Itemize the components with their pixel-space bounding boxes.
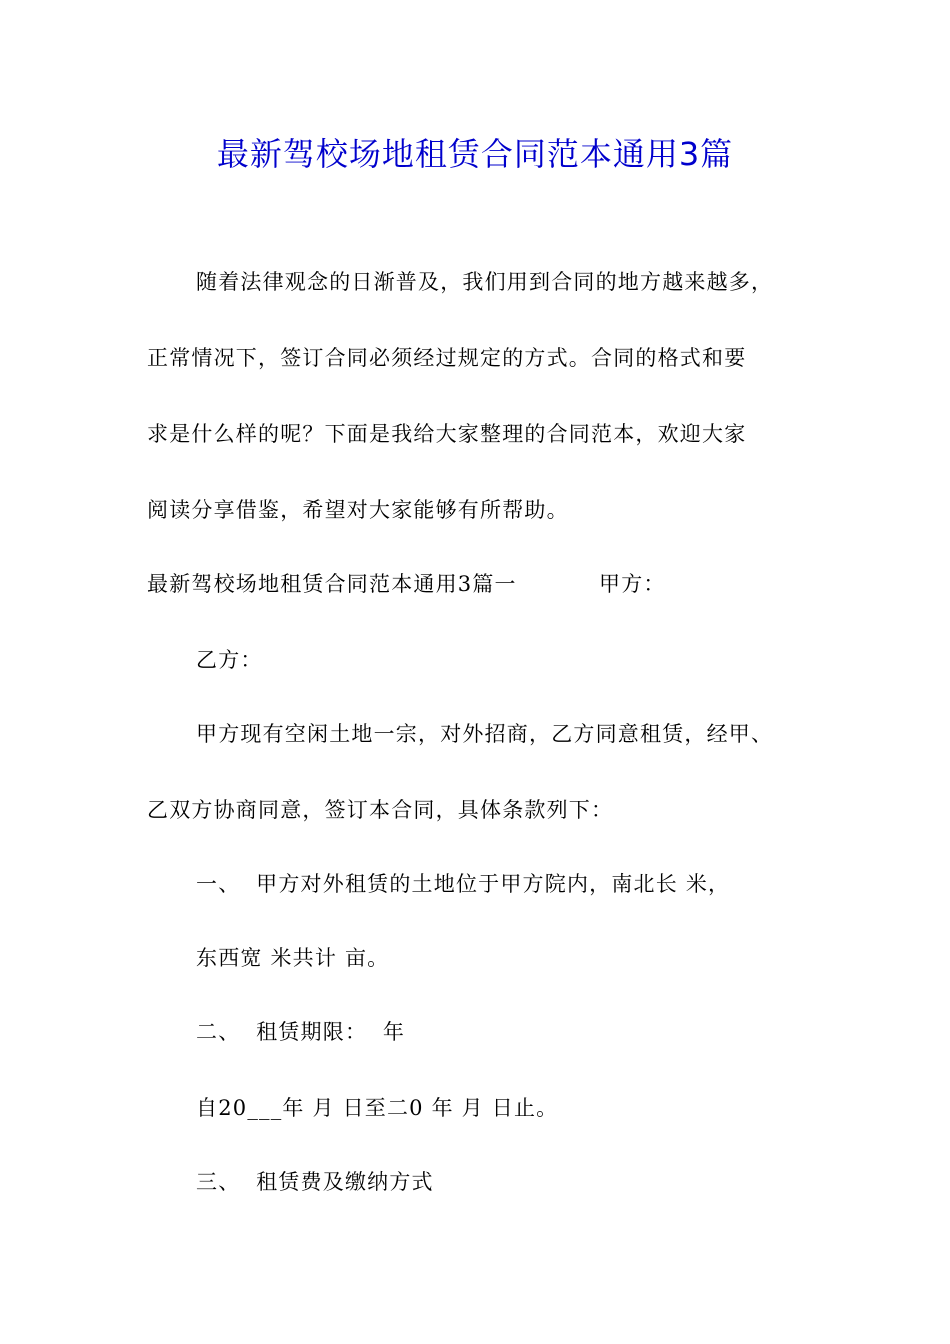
preamble-line-1: 甲方现有空闲土地一宗，对外招商，乙方同意租赁，经甲、 bbox=[196, 722, 774, 746]
intro-line-1: 随着法律观念的日渐普及，我们用到合同的地方越来越多， bbox=[196, 270, 774, 294]
clause-2-line-2: 自20___年 月 日至二0 年 月 日止。 bbox=[196, 1096, 559, 1120]
clause-1-line-1: 一、 甲方对外租赁的土地位于甲方院内，南北长 米， bbox=[196, 872, 731, 896]
intro-line-2: 正常情况下，签订合同必须经过规定的方式。合同的格式和要 bbox=[147, 346, 747, 370]
document-title: 最新驾校场地租赁合同范本通用3篇 bbox=[216, 135, 734, 173]
preamble-line-2: 乙双方协商同意，签订本合同，具体条款列下： bbox=[147, 798, 614, 822]
intro-line-3: 求是什么样的呢？下面是我给大家整理的合同范本，欢迎大家 bbox=[147, 422, 747, 446]
section-heading: 最新驾校场地租赁合同范本通用3篇一 bbox=[147, 572, 517, 596]
clause-1-line-2: 东西宽 米共计 亩。 bbox=[196, 946, 390, 970]
party-a-label: 甲方： bbox=[599, 572, 666, 596]
party-b-label: 乙方： bbox=[196, 648, 263, 672]
intro-line-4: 阅读分享借鉴，希望对大家能够有所帮助。 bbox=[147, 498, 569, 522]
clause-2-line-1: 二、 租赁期限： 年 bbox=[196, 1020, 406, 1044]
clause-3-line-1: 三、 租赁费及缴纳方式 bbox=[196, 1170, 434, 1194]
